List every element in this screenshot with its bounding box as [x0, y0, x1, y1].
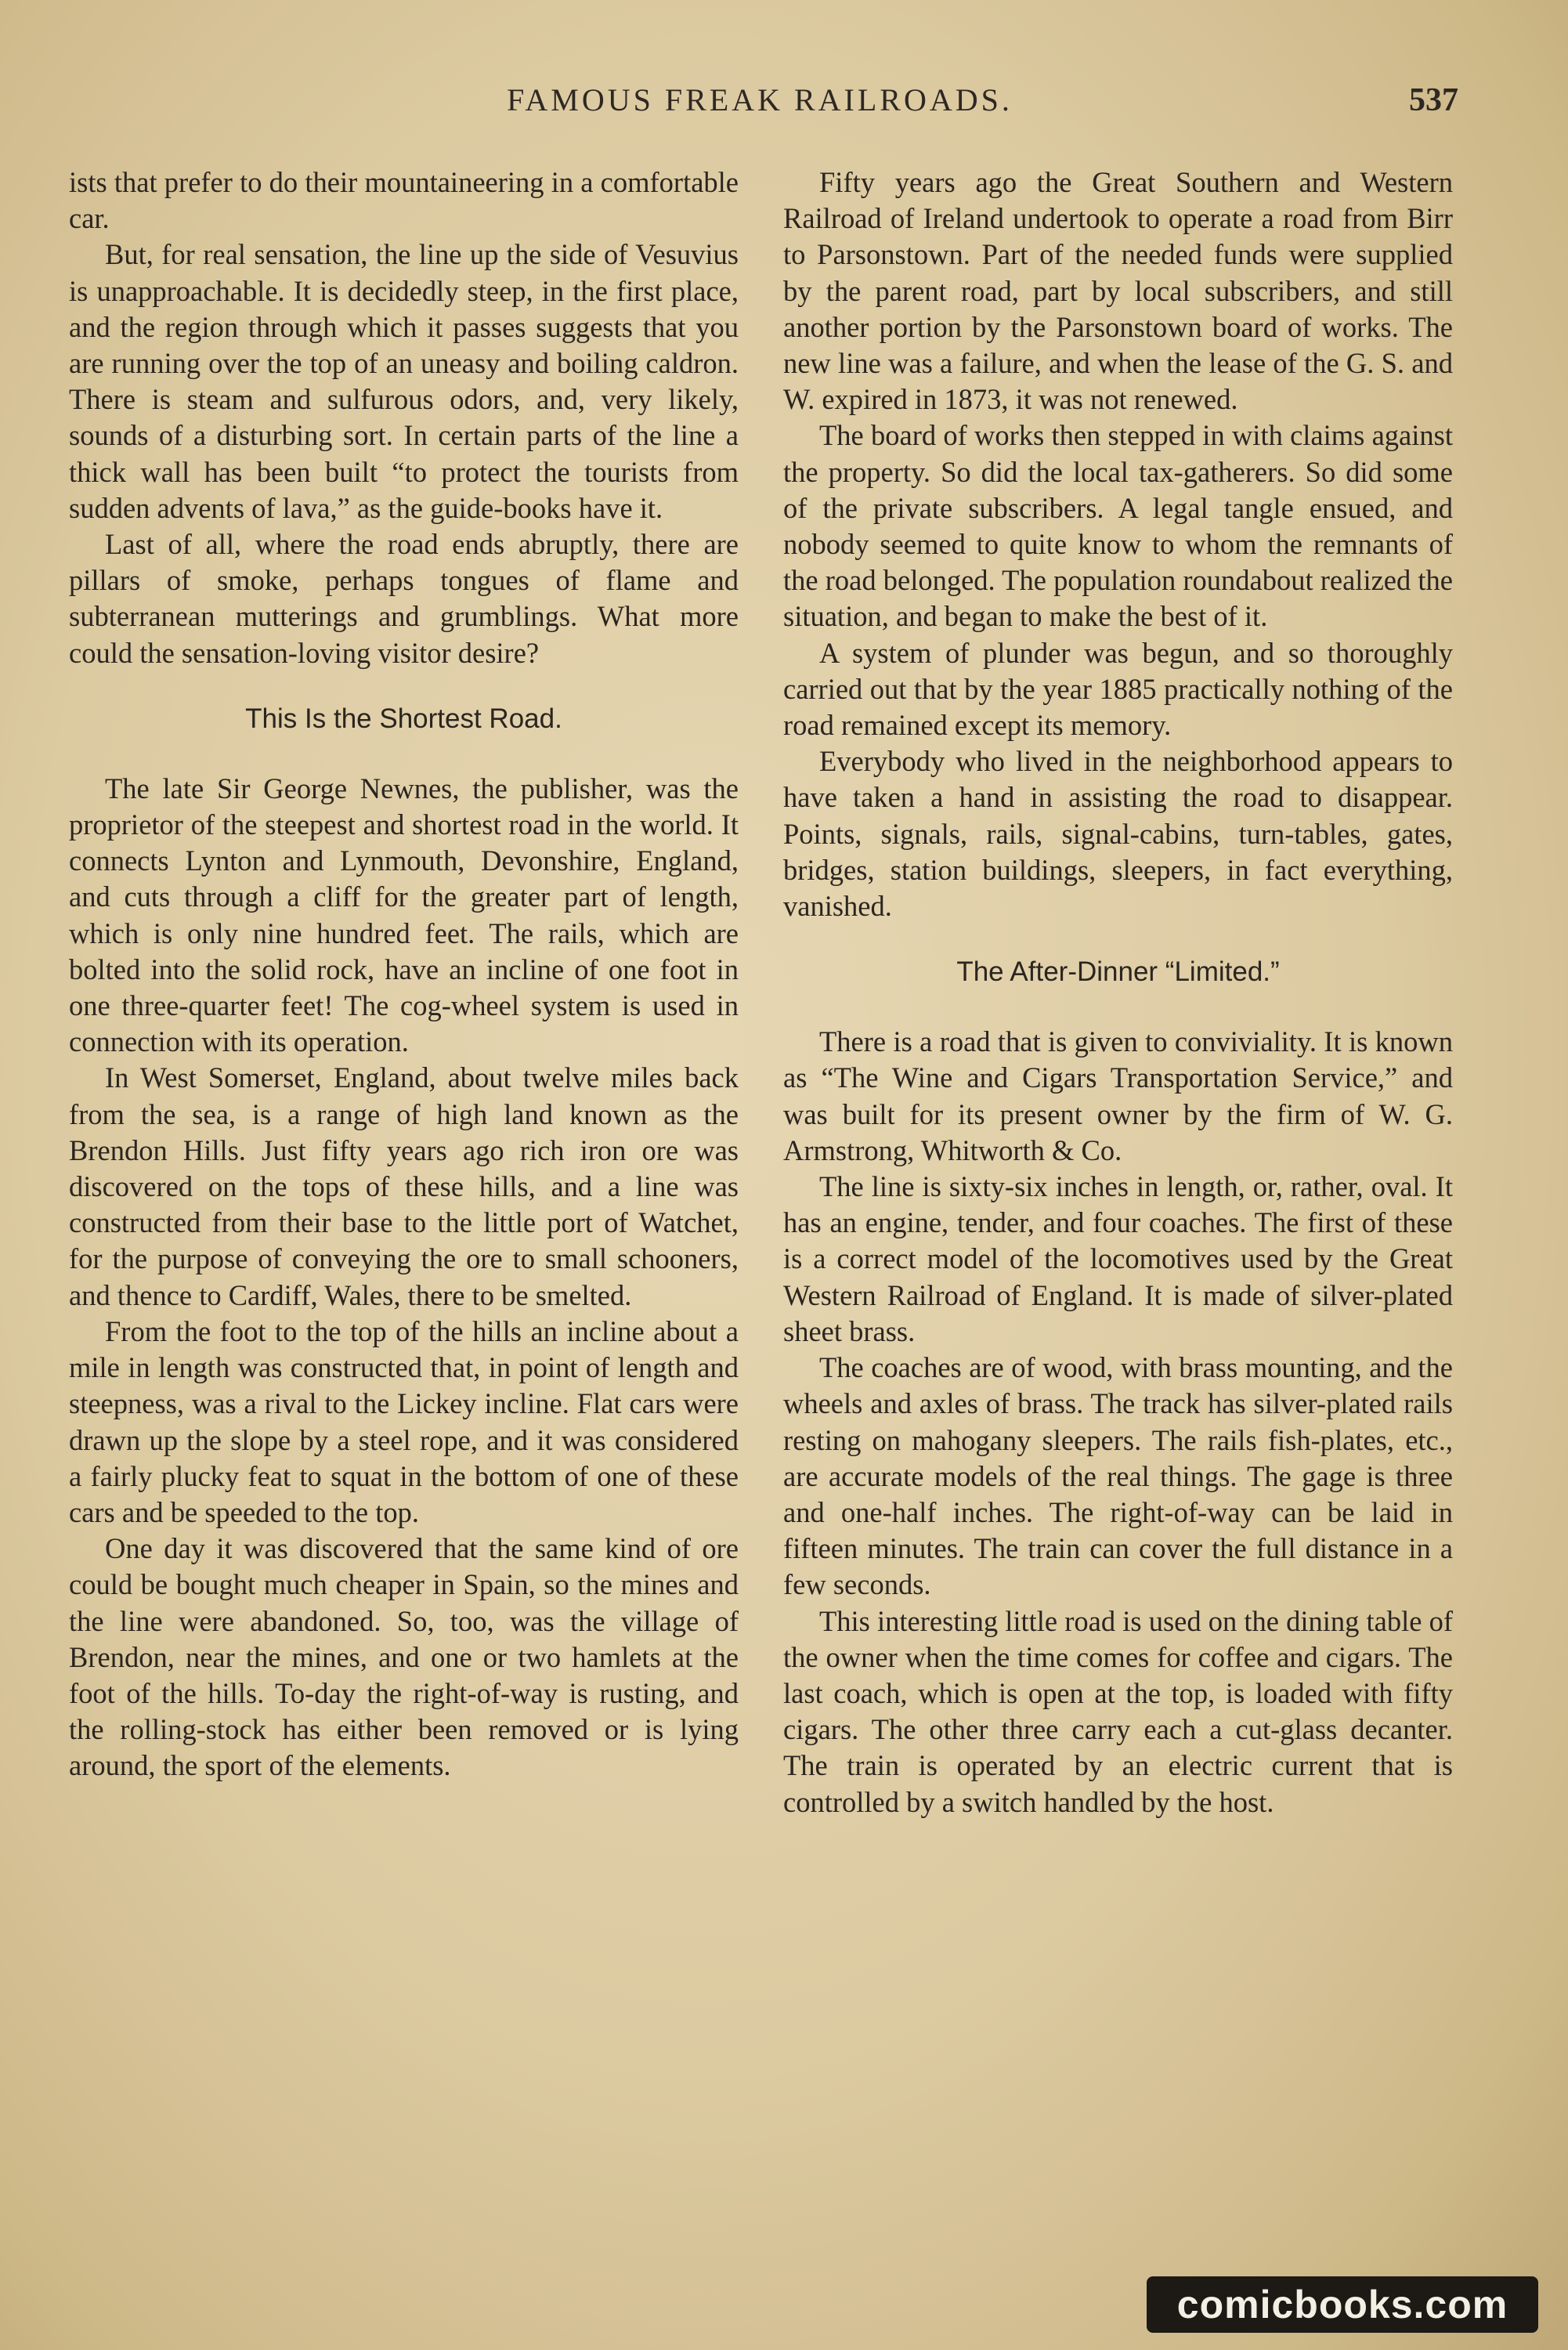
watermark-text: comicbooks.com [1176, 2283, 1508, 2326]
watermark-badge [1147, 2276, 1538, 2333]
paragraph: The board of works then stepped in with claims against the property. So did the local tax-gatherers. So did some of the private subscribers. A legal tangle ensued, and nobody seemed to quite know to whom the remnants of the road belonged. The population roundabout realized the situation, and began to make the best of it. [783, 419, 1453, 633]
paragraph: Fifty years ago the Great Southern and Western Railroad of Ireland undertook to operate a road from Birr to Parsonstown. Part of the needed funds were supplied by the parent road, part by local subscribers, and still another portion by the Parsonstown board of works. The new line was a failure, and when the lease of the G. S. and W. expired in 1873, it was not renewed. [783, 166, 1453, 416]
paragraph: The coaches are of wood, with brass mounting, and the wheels and axles of brass. The track has silver-plated rails resting on mahogany sleepers. The rails fish-plates, etc., are accurate models of the real things. The gage is three and one-half inches. The right-of-way can be laid in fifteen minutes. The train can cover the full distance in a few seconds. [783, 1351, 1453, 1601]
paragraph: But, for real sensation, the line up the side of Vesuvius is unapproachable. It is decidedly steep, in the first place, and the region through which it passes suggests that you are running over the top of an uneasy and boiling caldron. There is steam and sulfurous odors, and, very likely, sounds of a disturbing sort. In certain parts of the line a thick wall has been built “to protect the tourists from sudden advents of lava,” as the guide-books have it. [69, 238, 739, 524]
paragraph: In West Somerset, England, about twelve miles back from the sea, is a range of high land known as the Brendon Hills. Just fifty years ago rich iron ore was discovered on the tops of these hills, and a line was constructed from their base to the little port of Watchet, for the purpose of conveying the ore to small schooners, and thence to Cardiff, Wales, there to be smelted. [69, 1061, 739, 1311]
paragraph: From the foot to the top of the hills an incline about a mile in length was constructed that, in point of length and steepness, was a rival to the Lickey incline. Flat cars were drawn up the slope by a steel rope, and it was considered a fairly plucky feat to squat in the bottom of one of these cars and be speeded to the top. [69, 1314, 739, 1528]
right-column [783, 164, 1453, 1820]
paragraph: ists that prefer to do their mountaineering in a comfortable car. [69, 166, 739, 235]
paragraph: Last of all, where the road ends abruptly, there are pillars of smoke, perhaps tongues of flame and subterranean mutterings and grumblings. What more could the sensation-loving visitor desire? [69, 528, 739, 669]
paragraph: This interesting little road is used on the dining table of the owner when the time comes for coffee and cigars. The last coach, which is open at the top, is loaded with fifty cigars. The other three carry each a cut-glass decanter. The train is operated by an electric current that is controlled by a switch handled by the host. [783, 1604, 1453, 1818]
section-heading: The After-Dinner “Limited.” [956, 956, 1280, 988]
running-head: FAMOUS FREAK RAILROADS. [507, 82, 1013, 118]
paragraph: Everybody who lived in the neighborhood appears to have taken a hand in assisting the road to disappear. Points, signals, rails, signal-cabins, turn-tables, gates, bridges, station buildings, sleepers, in fact everything, vanished. [783, 745, 1453, 923]
paragraph: There is a road that is given to conviviality. It is known as “The Wine and Cigars Transportation Service,” and was built for its present owner by the firm of W. G. Armstrong, Whitworth & Co. [783, 1025, 1453, 1166]
left-column [69, 164, 739, 1784]
paragraph: One day it was discovered that the same kind of ore could be bought much cheaper in Spain, so the mines and the line were abandoned. So, too, was the village of Brendon, near the mines, and one or two hamlets at the foot of the hills. To-day the right-of-way is rusting, and the rolling-stock has either been removed or is lying around, the sport of the elements. [69, 1532, 739, 1782]
paragraph: The line is sixty-six inches in length, or, rather, oval. It has an engine, tender, and four coaches. The first of these is a correct model of the locomotives used by the Great Western Railroad of England. It is made of silver-plated sheet brass. [783, 1170, 1453, 1347]
paragraph: A system of plunder was begun, and so thoroughly carried out that by the year 1885 practically nothing of the road remained except its memory. [783, 636, 1453, 742]
section-heading: This Is the Shortest Road. [245, 703, 562, 734]
page-number: 537 [1409, 82, 1458, 118]
paragraph: The late Sir George Newnes, the publisher, was the proprietor of the steepest and shortest road in the world. It connects Lynton and Lynmouth, Devonshire, England, and cuts through a cliff for the greater part of length, which is only nine hundred feet. The rails, which are bolted into the solid rock, have an incline of one foot in one three-quarter feet! The cog-wheel system is used in connection with its operation. [69, 772, 739, 1058]
